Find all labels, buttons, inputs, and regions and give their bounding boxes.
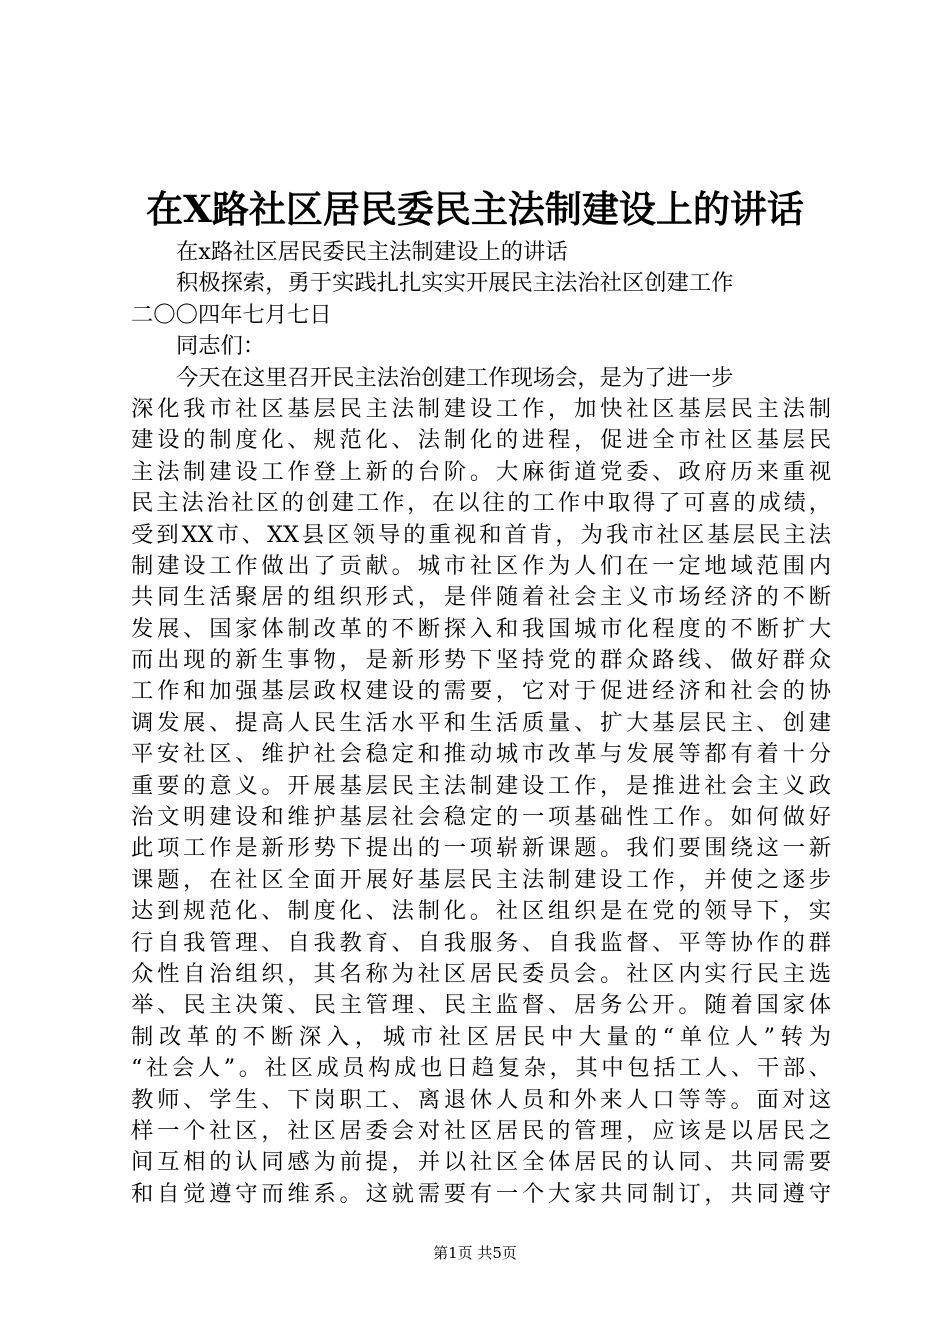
paragraph-line: 和自觉遵守而维系。这就需要有一个大家共同制订，共同遵守 (131, 1180, 831, 1207)
date-line: 二〇〇四年七月七日 (131, 301, 332, 328)
paragraph-line: 主法制建设工作登上新的台阶。大麻街道党委、政府历来重视 (131, 458, 831, 485)
paragraph-line: 民主法治社区的创建工作，在以往的工作中取得了可喜的成绩， (131, 490, 831, 517)
paragraph-line: 重要的意义。开展基层民主法制建设工作，是推进社会主义政 (131, 772, 831, 799)
paragraph-line: 共同生活聚居的组织形式，是伴随着社会主义市场经济的不断 (131, 584, 831, 611)
paragraph-line: 治文明建设和维护基层社会稳定的一项基础性工作。如何做好 (131, 804, 831, 831)
subtitle-line: 在x路社区居民委民主法制建设上的讲话 (176, 239, 568, 265)
paragraph-line: 间互相的认同感为前提，并以社区全体居民的认同、共同需要 (131, 1149, 831, 1176)
paragraph-line: 平安社区、维护社会稳定和推动城市改革与发展等都有着十分 (131, 741, 831, 768)
paragraph-line: 制改革的不断深入，城市社区居民中大量的“单位人”转为 (131, 1023, 831, 1050)
paragraph-line: 今天在这里召开民主法治创建工作现场会，是为了进一步 (176, 364, 734, 391)
document-body (131, 237, 831, 1210)
paragraph-line: “社会人”。社区成员构成也日趋复杂，其中包括工人、干部、 (131, 1055, 831, 1082)
paragraph-line: 而出现的新生事物，是新形势下坚持党的群众路线、做好群众 (131, 647, 831, 674)
document-title: 在X路社区居民委民主法制建设上的讲话 (146, 187, 804, 231)
paragraph-line: 样一个社区，社区居委会对社区居民的管理，应该是以居民之 (131, 1117, 831, 1144)
paragraph-line: 深化我市社区基层民主法制建设工作，加快社区基层民主法制 (131, 395, 831, 422)
paragraph-line: 众性自治组织，其名称为社区居民委员会。社区内实行民主选 (131, 960, 831, 987)
paragraph-line: 调发展、提高人民生活水平和生活质量、扩大基层民主、创建 (131, 709, 831, 736)
paragraph-line: 受到XX市、XX县区领导的重视和首肯，为我市社区基层民主法 (131, 521, 831, 548)
paragraph-line: 此项工作是新形势下提出的一项崭新课题。我们要围绕这一新 (131, 835, 831, 862)
heading-line: 积极探索，勇于实践扎扎实实开展民主法治社区创建工作 (176, 270, 734, 297)
paragraph-line: 课题，在社区全面开展好基层民主法制建设工作，并使之逐步 (131, 866, 831, 893)
paragraph-line: 建设的制度化、规范化、法制化的进程，促进全市社区基层民 (131, 427, 831, 454)
salutation-line: 同志们： (176, 333, 266, 360)
paragraph-line: 达到规范化、制度化、法制化。社区组织是在党的领导下，实 (131, 898, 831, 925)
paragraph-line: 行自我管理、自我教育、自我服务、自我监督、平等协作的群 (131, 929, 831, 956)
paragraph-line: 工作和加强基层政权建设的需要，它对于促进经济和社会的协 (131, 678, 831, 705)
paragraph-line: 发展、国家体制改革的不断探入和我国城市化程度的不断扩大 (131, 615, 831, 642)
paragraph-line: 举、民主决策、民主管理、民主监督、居务公开。随着国家体 (131, 992, 831, 1019)
page-footer: 第1页 共5页 (433, 1244, 517, 1262)
paragraph-line: 制建设工作做出了贡献。城市社区作为人们在一定地域范围内 (131, 552, 831, 579)
paragraph-line: 教师、学生、下岗职工、离退休人员和外来人口等等。面对这 (131, 1086, 831, 1113)
